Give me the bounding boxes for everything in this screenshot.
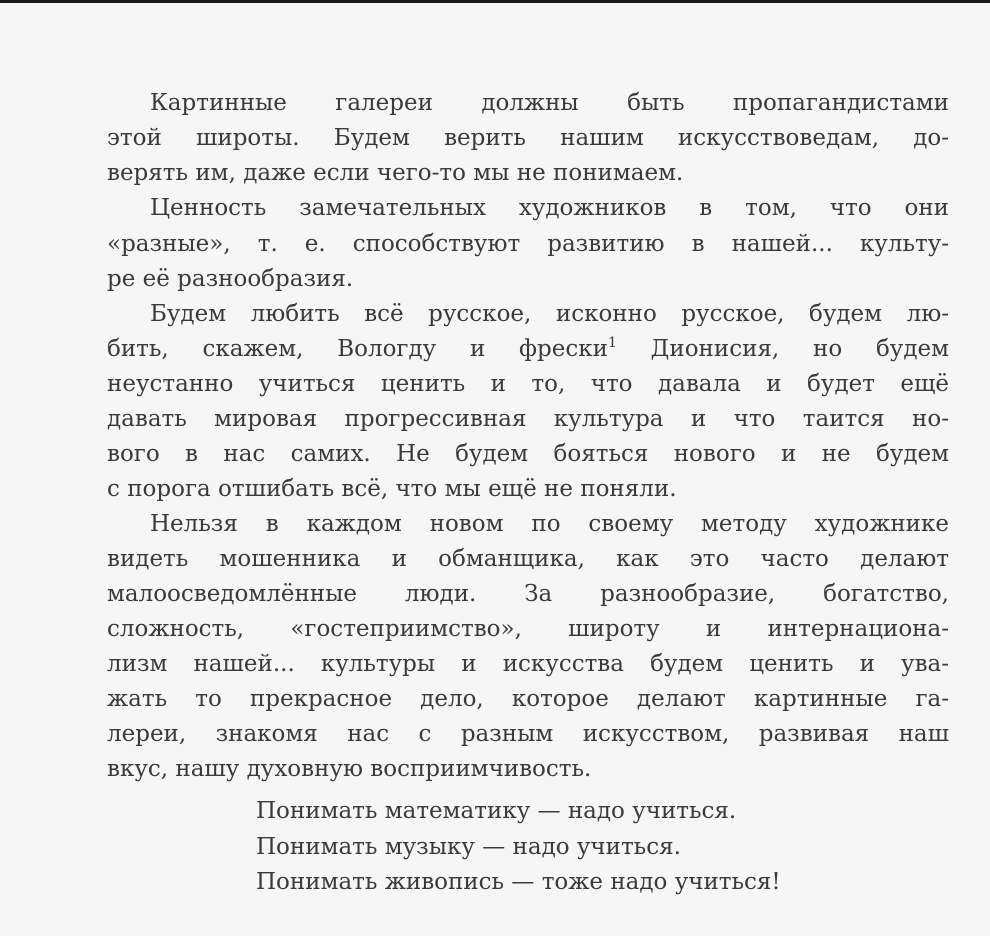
paragraph-3-line-2-start: бить, скажем, Вологду и фрески <box>107 336 608 362</box>
paragraph-3-line-5: вого в нас самих. Не будем бояться нового и не будем <box>107 441 949 467</box>
paragraph-3-line-2-end: Дионисия, но будем <box>616 336 949 362</box>
paragraph-3-line-1: Будем любить всё русское, исконно русское, будем лю- <box>150 301 949 327</box>
footnote-marker: 1 <box>607 335 617 351</box>
paragraph-4-line-5: лизм нашей... культуры и искусства будем ценить и ува- <box>107 651 949 677</box>
paragraph-3-line-4: давать мировая прогрессивная культура и что таится но- <box>107 406 949 432</box>
paragraph-1-line-2: этой широты. Будем верить нашим искусствоведам, до- <box>107 125 949 151</box>
paragraph-2-line-3: ре её разнообразия. <box>107 266 354 292</box>
paragraph-1-line-3: верять им, даже если чего-то мы не понимаем. <box>107 160 684 186</box>
paragraph-4-line-4: сложность, «гостеприимство», широту и интернациона- <box>107 616 949 642</box>
paragraph-3-line-2 <box>107 334 949 364</box>
paragraph-4-line-1: Нельзя в каждом новом по своему методу художнике <box>150 511 949 537</box>
book-page <box>0 3 990 936</box>
paragraph-2-line-2: «разные», т. е. способствуют развитию в нашей... культу- <box>107 231 949 257</box>
paragraph-4-line-6: жать то прекрасное дело, которое делают картинные га- <box>107 686 949 712</box>
paragraph-3-line-3: неустанно учиться ценить и то, что давала и будет ещё <box>107 371 949 397</box>
paragraph-1-line-1: Картинные галереи должны быть пропагандистами <box>150 90 949 116</box>
poem-line-3: Понимать живопись — тоже надо учиться! <box>256 869 781 895</box>
paragraph-4-line-8: вкус, нашу духовную восприимчивость. <box>107 756 592 782</box>
poem-line-2: Понимать музыку — надо учиться. <box>256 834 681 860</box>
paragraph-4-line-2: видеть мошенника и обманщика, как это часто делают <box>107 546 949 572</box>
paragraph-3-line-6: с порога отшибать всё, что мы ещё не поняли. <box>107 476 677 502</box>
paragraph-4-line-3: малоосведомлённые люди. За разнообразие, богатство, <box>107 581 949 607</box>
paragraph-2-line-1: Ценность замечательных художников в том, что они <box>150 195 949 221</box>
poem-line-1: Понимать математику — надо учиться. <box>256 798 737 824</box>
paragraph-4-line-7: лереи, знакомя нас с разным искусством, развивая наш <box>107 721 949 747</box>
